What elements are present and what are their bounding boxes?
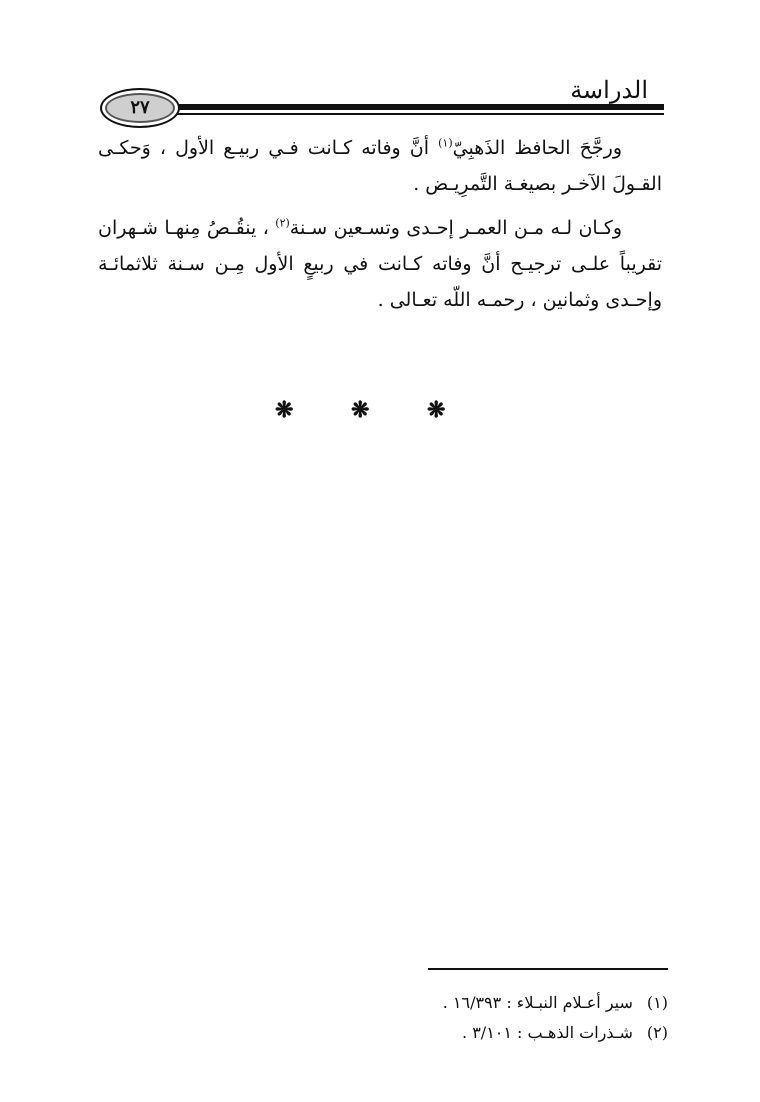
footnote-text: شـذرات الذهـب : ٣/١٠١ .: [462, 1023, 633, 1042]
paragraph-2: [98, 210, 662, 318]
footnote-number: (٢): [646, 1023, 668, 1042]
header-rule-thin: [165, 113, 664, 115]
section-separator: [0, 397, 760, 423]
paragraph-text: أنَّ وفاته كـانت فـي ربيـع الأول ، وَحكـى القـولَ الآخـر بصيغـة التَّمرِيـض .: [98, 137, 662, 195]
footnote-2: [200, 1018, 668, 1048]
paragraph-text: وكـان لـه مـن العمـر إحـدى وتسـعين سـنة: [289, 217, 623, 239]
asterisk-icon: ❋: [427, 397, 446, 423]
asterisk-icon: ❋: [351, 397, 370, 423]
paragraph-text: ورجَّحَ الحافظ الذَهبِيّ: [452, 137, 623, 159]
footnote-ref-1: (١): [438, 136, 453, 150]
section-title: الدراسة: [570, 76, 648, 104]
body-text: [98, 130, 662, 326]
footnote-rule: [428, 968, 668, 970]
footnote-number: (١): [646, 993, 668, 1012]
page-number: ٢٧: [100, 88, 180, 128]
header-rule: [165, 104, 664, 110]
asterisk-icon: ❋: [275, 397, 294, 423]
paragraph-text: ، ينقُـصُ مِنهـا شـهران تقريباً علـى ترجيـح أنَّ وفاته كـانت في ربيعٍ الأول مِـن سـنة ثلاثمائـة وإحـدى وثمانين ، رحمـه اللّه تعـالى .: [98, 217, 662, 311]
footnotes: [200, 988, 668, 1048]
footnote-ref-2: (٢): [275, 216, 290, 230]
footnote-1: [200, 988, 668, 1018]
paragraph-1: [98, 130, 662, 202]
footnote-text: سير أعـلام النبـلاء : ١٦/٣٩٣ .: [442, 993, 633, 1012]
